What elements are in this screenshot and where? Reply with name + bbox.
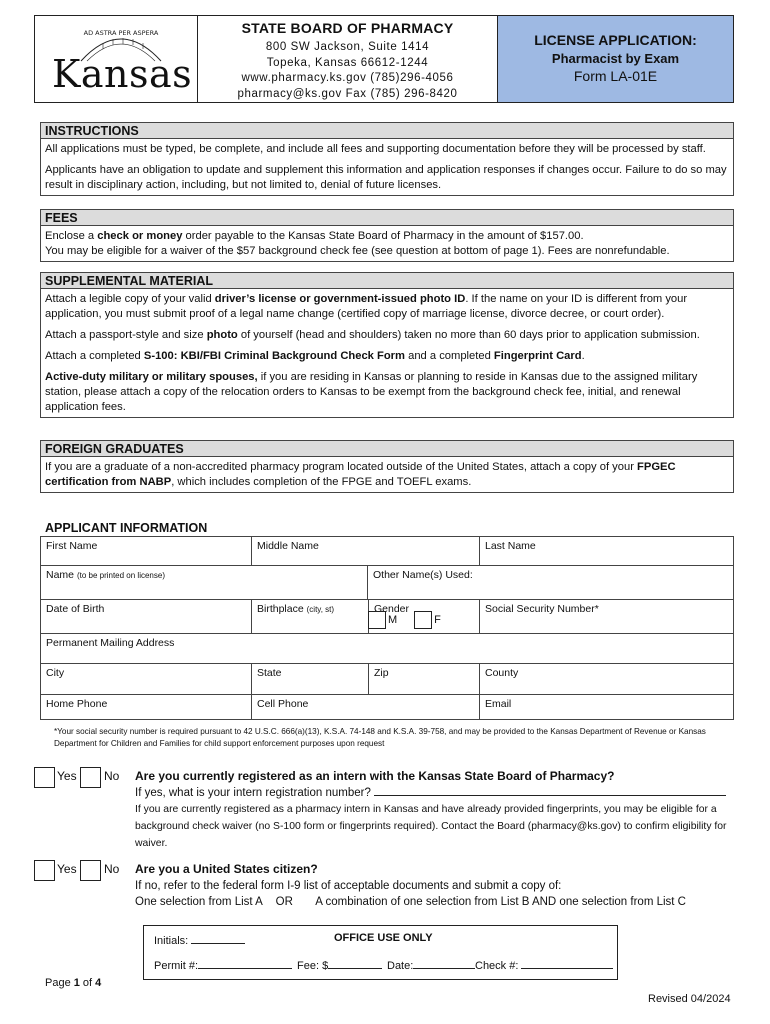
ssn-field[interactable]: Social Security Number*	[480, 600, 733, 634]
other-names-field[interactable]: Other Name(s) Used:	[368, 566, 733, 600]
fees-section	[40, 209, 734, 262]
fee-field[interactable]: Fee: $	[297, 958, 382, 972]
gender-f-checkbox[interactable]	[414, 611, 432, 629]
form-title-box	[498, 16, 733, 102]
instructions-text: Applicants have an obligation to update and supplement this information and application responses if changes occur. Failure to do so may result in disciplinary action, including, but not limited to, denial of future licenses.	[45, 164, 727, 191]
logo-wordmark: Kansas	[52, 52, 193, 96]
permit-field[interactable]: Permit #:	[154, 958, 292, 972]
svg-text:AD ASTRA PER ASPERA: AD ASTRA PER ASPERA	[83, 29, 159, 37]
applicant-heading: APPLICANT INFORMATION	[45, 521, 208, 535]
license-name-field[interactable]: Name (to be printed on license)	[41, 566, 368, 600]
zip-field[interactable]: Zip	[369, 664, 480, 695]
dob-field[interactable]: Date of Birth	[41, 600, 252, 634]
instructions-section	[40, 122, 734, 196]
page-number: Page 1 of 4	[45, 977, 102, 989]
form-title: LICENSE APPLICATION:	[534, 32, 697, 48]
home-phone-field[interactable]: Home Phone	[41, 695, 252, 719]
yes-label: Yes	[57, 862, 77, 876]
email-field[interactable]: Email	[485, 698, 512, 710]
supplemental-text: Attach a passport-style and size photo of yourself (head and shoulders) taken no more than 60 days prior to application submission.	[45, 329, 700, 341]
fees-text: You may be eligible for a waiver of the $57 background check fee (see question at bottom of page 1). Fees are nonrefundable.	[45, 245, 670, 257]
office-use-title: OFFICE USE ONLY	[334, 932, 433, 944]
supplemental-section	[40, 272, 734, 418]
form-header	[34, 15, 734, 103]
website-phone[interactable]: www.pharmacy.ks.gov (785)296-4056	[241, 72, 454, 84]
kansas-logo	[35, 16, 198, 102]
yes-label: Yes	[57, 769, 77, 783]
no-label: No	[104, 769, 120, 783]
date-field[interactable]: Date:	[387, 958, 475, 972]
section-heading: FOREIGN GRADUATES	[40, 440, 734, 457]
citizen-yes-checkbox[interactable]	[34, 860, 55, 881]
board-info	[198, 16, 498, 102]
gender-field: Gender M F	[369, 600, 480, 634]
office-use-box	[143, 925, 618, 980]
citizen-question: Are you a United States citizen? If no, refer to the federal form I-9 list of acceptable documents and submit a copy of: One selection from List A OR A combination of one selection from List B AND one selection from List C	[135, 862, 686, 908]
intern-question: Are you currently registered as an intern with the Kansas State Board of Pharmacy? If yes, what is your intern registration number? If you are currently registered as a pharmacy intern in Kansas and have already provided fingerprints, you may be eligible for a background check waiver (no S-100 form or fingerprints required). Contact the Board (pharmacy@ks.gov) to confirm eligibility for waiver.	[135, 769, 727, 849]
ssn-footnote: *Your social security number is required pursuant to 42 U.S.C. 666(a)(13), K.S.A. 74-148 and K.S.A. 39-758, and may be provided to the Kansas Department of Revenue or Kansas Department for Children and Families for child support enforcement purposes upon request	[54, 727, 706, 748]
form-subtitle: Pharmacist by Exam	[551, 51, 680, 66]
birthplace-field[interactable]: Birthplace (city, st)	[252, 600, 369, 634]
fees-text: Enclose a check or money order payable to the Kansas State Board of Pharmacy in the amount of $157.00.	[45, 230, 584, 242]
last-name-field[interactable]: Last Name	[480, 537, 733, 566]
form-number: Form LA-01E	[573, 68, 658, 84]
address-line: 800 SW Jackson, Suite 1414	[265, 41, 430, 53]
section-heading: SUPPLEMENTAL MATERIAL	[40, 272, 734, 289]
initials-field[interactable]: Initials:	[154, 933, 245, 947]
revised-date: Revised 04/2024	[648, 993, 731, 1005]
intern-waiver-note: If you are currently registered as a pharmacy intern in Kansas and have already provided fingerprints, you may be eligible for a background check waiver (no S-100 form or fingerprints required). Contact the Board (pharmacy@ks.gov) to confirm eligibility for waiver.	[135, 804, 727, 849]
city-field[interactable]: City	[41, 664, 252, 695]
applicant-info-table	[40, 536, 734, 720]
foreign-text: If you are a graduate of a non-accredited pharmacy program located outside of the United States, attach a copy of your FPGEC certification from NABP, which includes completion of the FPGE and TOEFL exams.	[45, 461, 676, 488]
intern-yes-checkbox[interactable]	[34, 767, 55, 788]
first-name-field[interactable]: First Name	[41, 537, 252, 566]
intern-no-checkbox[interactable]	[80, 767, 101, 788]
section-heading: INSTRUCTIONS	[40, 122, 734, 139]
middle-name-field[interactable]: Middle Name	[252, 537, 480, 566]
citizen-no-checkbox[interactable]	[80, 860, 101, 881]
state-field[interactable]: State	[252, 664, 369, 695]
section-heading: FEES	[40, 209, 734, 226]
supplemental-text: Attach a legible copy of your valid driver’s license or government-issued photo ID. If the name on your ID is different from your application, you must submit proof of a legal name change (certified copy of marriage license, divorce decree, or court order).	[45, 293, 688, 320]
address-line: Topeka, Kansas 66612-1244	[266, 56, 429, 69]
gender-m-checkbox[interactable]	[368, 611, 386, 629]
instructions-text: All applications must be typed, be complete, and include all fees and supporting documentation before they will be processed by staff.	[45, 143, 706, 155]
foreign-graduates-section	[40, 440, 734, 493]
no-label: No	[104, 862, 120, 876]
cell-phone-field[interactable]: Cell Phone	[252, 695, 480, 719]
county-field[interactable]: County	[480, 664, 733, 695]
supplemental-text: Active-duty military or military spouses, if you are residing in Kansas or planning to reside in Kansas due to the assigned military station, please attach a copy of the relocation orders to Kansas to be exempt from the background check fee, initial, and renewal application fees.	[45, 371, 698, 413]
board-title: STATE BOARD OF PHARMACY	[241, 20, 454, 36]
supplemental-text: Attach a completed S-100: KBI/FBI Criminal Background Check Form and a completed Fingerprint Card.	[45, 350, 585, 362]
email-fax[interactable]: pharmacy@ks.gov Fax (785) 296-8420	[237, 87, 458, 100]
check-field[interactable]: Check #:	[475, 958, 613, 972]
mailing-address-field[interactable]: Permanent Mailing Address	[41, 634, 733, 664]
intern-number-input[interactable]	[374, 785, 726, 796]
